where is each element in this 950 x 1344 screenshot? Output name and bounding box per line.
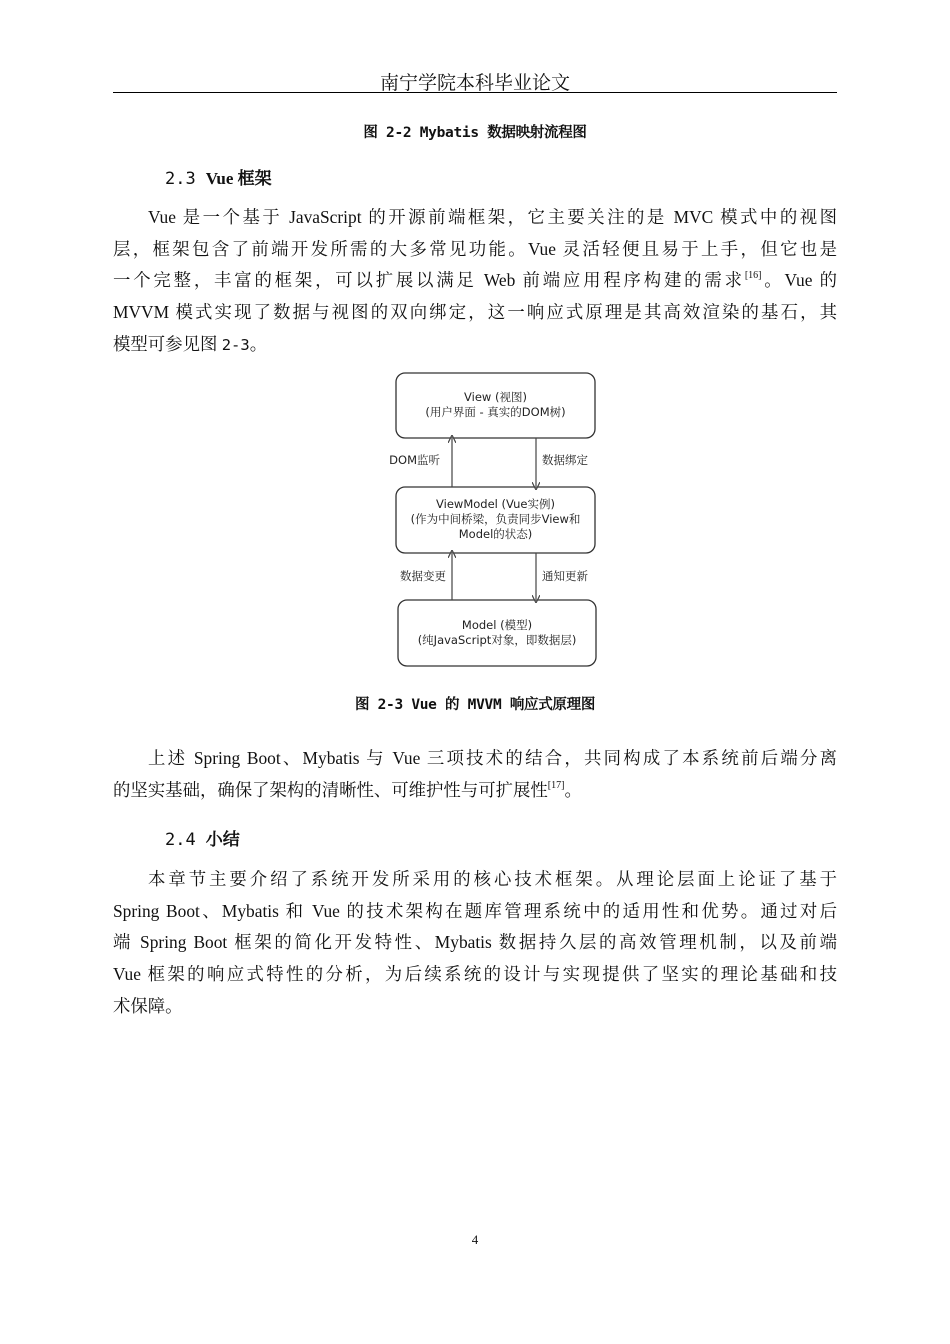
paragraph-line: 上述 Spring Boot、Mybatis 与 Vue 三项技术的结合，共同构成了本系统前后端分离 <box>148 748 837 768</box>
paragraph-tech-combination <box>113 743 837 806</box>
line-text: 的坚实基础，确保了架构的清晰性、可维护性与可扩展性 <box>113 779 548 800</box>
paragraph-line: Spring Boot、Mybatis 和 Vue 的技术架构在题库管理系统中的适用性和优势。通过对后 <box>113 900 837 921</box>
model-subtitle: (纯JavaScript对象，即数据层) <box>417 633 577 647</box>
view-box <box>396 373 595 438</box>
paragraph-line: 术保障。 <box>113 995 183 1016</box>
citation-17: [17] <box>547 779 565 791</box>
line-text: 。 <box>564 779 582 800</box>
viewmodel-title: ViewModel (Vue实例) <box>436 497 555 511</box>
paragraph-line: Vue 是一个基于 JavaScript 的开源前端框架，它主要关注的是 MVC 模式中的视图 <box>148 207 837 227</box>
label-dom-listen: DOM监听 <box>389 453 440 467</box>
line-text: 。Vue 的 <box>761 270 837 291</box>
figure-2-2-caption: 图 2-2 Mybatis 数据映射流程图 <box>363 125 587 141</box>
viewmodel-subtitle-2: Model的状态) <box>458 527 533 541</box>
viewmodel-subtitle-1: (作为中间桥梁，负责同步View和 <box>410 512 581 526</box>
line-text: 。 <box>249 333 268 354</box>
page-number: 4 <box>471 1232 479 1247</box>
paragraph-line: Vue 框架的响应式特性的分析，为后续系统的设计与实现提供了坚实的理论基础和技 <box>113 964 837 985</box>
figure-reference: 2-3 <box>221 335 250 354</box>
section-2-4-heading <box>165 825 240 850</box>
model-title: Model (模型) <box>461 618 533 632</box>
paragraph-line: 层，框架包含了前端开发所需的大多常见功能。Vue 灵活轻便且易于上手，但它也是 <box>113 238 837 259</box>
viewmodel-box <box>396 487 595 553</box>
view-title: View (视图) <box>464 390 527 404</box>
page-header-title: 南宁学院本科毕业论文 <box>379 73 570 94</box>
line-text: 一个完整，丰富的框架，可以扩展以满足 Web 前端应用程序构建的需求 <box>113 270 745 291</box>
model-box <box>398 600 596 666</box>
paragraph-line: 本章节主要介绍了系统开发所采用的核心技术框架。从理论层面上论证了基于 <box>148 869 837 889</box>
label-notify-update: 通知更新 <box>542 569 588 583</box>
line-text: 模型可参见图 <box>113 333 222 354</box>
section-title: 小结 <box>205 830 240 849</box>
view-subtitle: (用户界面 - 真实的DOM树) <box>425 405 566 419</box>
section-number: 2.3 <box>165 169 196 189</box>
paragraph-line <box>113 775 837 807</box>
section-number: 2.4 <box>165 830 196 850</box>
label-data-change: 数据变更 <box>400 569 446 583</box>
citation-16: [16] <box>744 270 762 282</box>
figure-2-3-caption: 图 2-3 Vue 的 MVVM 响应式原理图 <box>354 697 596 713</box>
label-data-bind: 数据绑定 <box>542 453 588 467</box>
paragraph-line: 端 Spring Boot 框架的简化开发特性、Mybatis 数据持久层的高效管理机制，以及前端 <box>113 932 837 953</box>
paragraph-summary <box>113 864 837 1023</box>
section-title: Vue 框架 <box>205 169 272 188</box>
paragraph-line: MVVM 模式实现了数据与视图的双向绑定，这一响应式原理是其高效渲染的基石，其 <box>113 302 837 323</box>
